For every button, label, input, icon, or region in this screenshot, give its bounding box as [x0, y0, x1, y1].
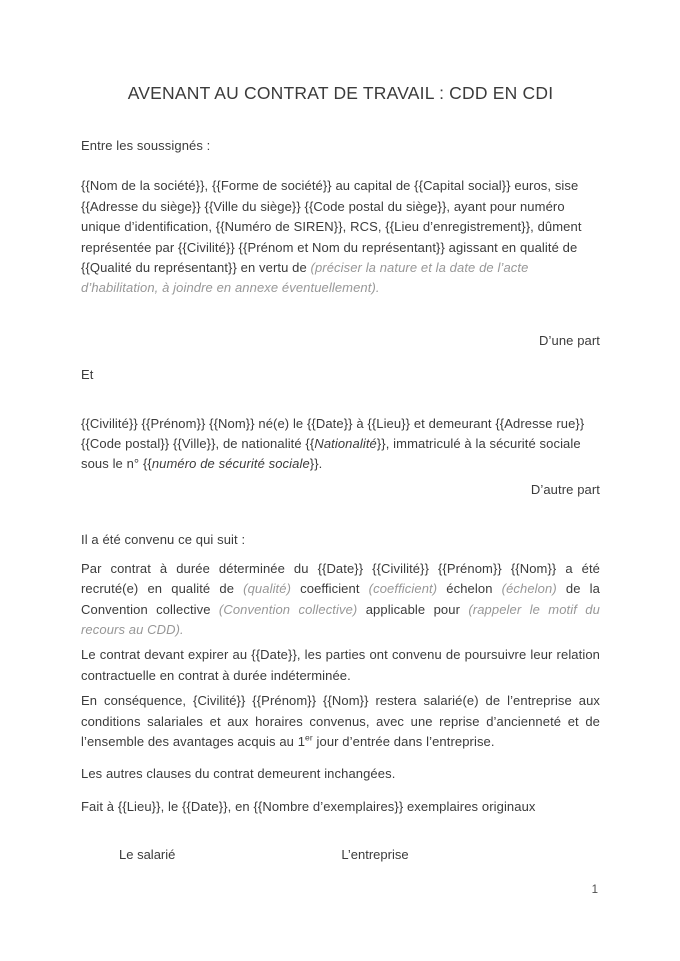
paragraph-fait-a	[81, 797, 600, 817]
text-segment: En conséquence, {Civilité}} {{Prénom}} {{Nom}} restera salarié(e) de l’entreprise aux conditions salariales et aux horaires convenus, avec une reprise d’ancienneté et de l’ensemble des avantages acquis au 1	[81, 693, 600, 749]
document-title: AVENANT AU CONTRAT DE TRAVAIL : CDD EN CDI	[127, 83, 554, 103]
text-segment: er	[305, 732, 313, 743]
paragraph-dune-part	[81, 331, 600, 351]
paragraph-consequence	[81, 691, 600, 752]
signature-row	[81, 845, 600, 865]
text-segment: Les autres clauses du contrat demeurent inchangées.	[81, 766, 396, 782]
paragraph-unchanged	[81, 764, 600, 784]
signature-label-company: L’entreprise	[341, 847, 409, 863]
text-segment: }}.	[309, 456, 323, 472]
paragraph-convenu	[81, 530, 600, 550]
text-segment: numéro de sécurité sociale	[151, 456, 310, 472]
text-segment: Et	[81, 367, 94, 383]
text-segment: coefficient	[291, 581, 369, 597]
text-segment: Nationalité	[314, 436, 377, 452]
text-segment: (échelon)	[501, 581, 557, 597]
text-segment: de la Convention collective	[81, 581, 600, 617]
paragraph-intro	[81, 136, 600, 156]
paragraph-cdd-recruitment	[81, 559, 600, 641]
text-segment: applicable pour	[357, 601, 469, 617]
text-segment: Le contrat devant expirer au {{Date}}, les parties ont convenu de poursuivre leur relation contractuelle en contrat à durée indéterminée.	[81, 647, 600, 683]
paragraph-et	[81, 365, 600, 385]
text-segment: }}, immatriculé à la sécurité sociale sous le n° {{	[81, 436, 581, 472]
text-segment: (qualité)	[243, 581, 292, 597]
document-body	[81, 136, 600, 817]
text-segment: (Convention collective)	[218, 601, 358, 617]
text-segment: {{Civilité}} {{Prénom}} {{Nom}} né(e) le {{Date}} à {{Lieu}} et demeurant {{Adresse rue}} {{Code postal}} {{Ville}}, de nationalité {{	[81, 415, 585, 452]
text-segment: Il a été convenu ce qui suit :	[81, 532, 246, 548]
paragraph-expiration	[81, 645, 600, 686]
signature-label-employee: Le salarié	[119, 847, 176, 863]
text-segment: D’autre part	[530, 481, 600, 497]
paragraph-company-party	[81, 176, 600, 298]
text-segment: Entre les soussignés :	[81, 138, 211, 153]
text-segment: (coefficient)	[368, 581, 438, 597]
paragraph-employee-party	[81, 414, 600, 475]
text-segment: Par contrat à durée déterminée du {{Date}} {{Civilité}} {{Prénom}} {{Nom}} a été recruté(e) en qualité de	[81, 560, 600, 597]
text-segment: jour d’entrée dans l’entreprise.	[312, 733, 495, 749]
text-segment: {{Nom de la société}}, {{Forme de société}} au capital de {{Capital social}} euros, sise {{Adresse du siège}} {{Ville du siège}} {{Code postal du siège}}, ayant pour numéro unique d’identification, {{Numéro de SIREN}}, RCS, {{Lieu d’enregistrement}}, dûment représentée par {{Civilité}} {{Prénom et Nom du représentant}} agissant en qualité de {{Qualité du représentant}} en vertu de	[81, 178, 582, 276]
text-segment: (rappeler le motif du recours au CDD).	[81, 601, 600, 637]
page-number: 1	[591, 884, 598, 896]
text-segment: Fait à {{Lieu}}, le {{Date}}, en {{Nombre d’exemplaires}} exemplaires originaux	[81, 798, 536, 814]
paragraph-dautre-part	[81, 480, 600, 500]
text-segment: (préciser la nature et la date de l’acte d’habilitation, à joindre en annexe éventuellement).	[81, 260, 529, 296]
text-segment: échelon	[437, 581, 502, 597]
text-segment: D’une part	[539, 332, 600, 348]
